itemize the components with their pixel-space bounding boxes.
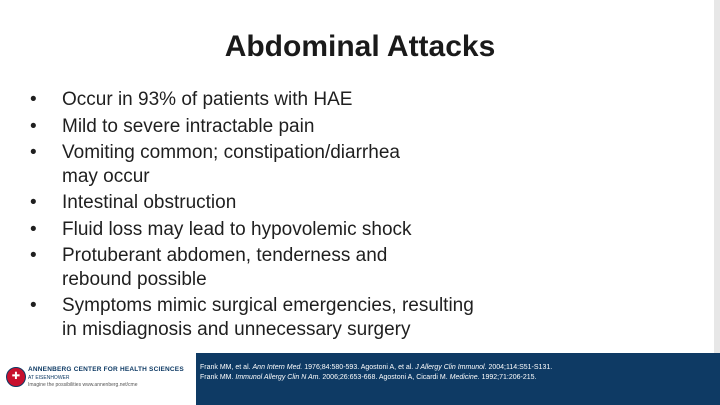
bullet-list: [30, 88, 550, 344]
reference-segment: Ann Intern Med.: [252, 364, 303, 371]
bullet-marker: •: [30, 115, 37, 137]
bullet-item: [30, 191, 550, 215]
reference-segment: 2004;114:S51-S131.: [486, 364, 553, 371]
bullet-marker: •: [30, 142, 37, 163]
reference-segment: 1976;84:580-593. Agostoni A, et al.: [302, 364, 416, 371]
footer-logo-area: [0, 353, 196, 405]
bullet-marker: •: [30, 295, 37, 316]
bullet-text-line: may occur: [62, 165, 150, 187]
bullet-item: [30, 88, 550, 112]
bullet-item: [30, 294, 550, 341]
bullet-text-line: Symptoms mimic surgical emergencies, resulting: [62, 295, 474, 316]
slide-title: Abdominal Attacks: [224, 30, 496, 63]
bullet-marker: •: [30, 245, 37, 266]
reference-segment: Medicine.: [449, 374, 480, 381]
logo-sub-text: AT EISENHOWER: [28, 375, 70, 381]
reference-line: [200, 363, 710, 373]
bullet-text-line: rebound possible: [62, 268, 207, 290]
references: [200, 363, 710, 383]
logo-seal-icon: ✚: [6, 367, 26, 387]
logo-tagline: Imagine the possibilities www.annenberg.net/cme: [28, 382, 138, 388]
reference-segment: J Allergy Clin Immunol.: [415, 364, 487, 371]
bullet-text-line: Fluid loss may lead to hypovolemic shock: [62, 218, 412, 240]
bullet-marker: •: [30, 192, 37, 213]
logo-main-text: ANNENBERG CENTER FOR HEALTH SCIENCES: [28, 366, 184, 373]
reference-segment: 2006;26:653-668. Agostoni A, Cicardi M.: [320, 374, 450, 381]
bullet-text-line: Occur in 93% of patients with HAE: [62, 89, 353, 110]
reference-segment: Frank MM.: [200, 374, 236, 381]
bullet-text-line: Mild to severe intractable pain: [62, 115, 315, 137]
reference-segment: Frank MM, et al.: [200, 364, 253, 371]
bullet-text-line: Vomiting common; constipation/diarrhea: [62, 142, 400, 163]
bullet-item: [30, 115, 550, 139]
footer-bar: [0, 353, 720, 405]
bullet-item: [30, 218, 550, 242]
bullet-marker: •: [30, 218, 37, 240]
bullet-marker: •: [30, 89, 37, 110]
bullet-text-line: Protuberant abdomen, tenderness and: [62, 245, 388, 266]
bullet-text-line: in misdiagnosis and unnecessary surgery: [62, 318, 411, 340]
bullet-item: [30, 244, 550, 291]
reference-line: [200, 373, 710, 383]
reference-segment: 1992;71:206-215.: [479, 374, 537, 381]
bullet-item: [30, 141, 550, 188]
reference-segment: Immunol Allergy Clin N Am.: [235, 374, 321, 381]
bullet-text-line: Intestinal obstruction: [62, 192, 237, 213]
